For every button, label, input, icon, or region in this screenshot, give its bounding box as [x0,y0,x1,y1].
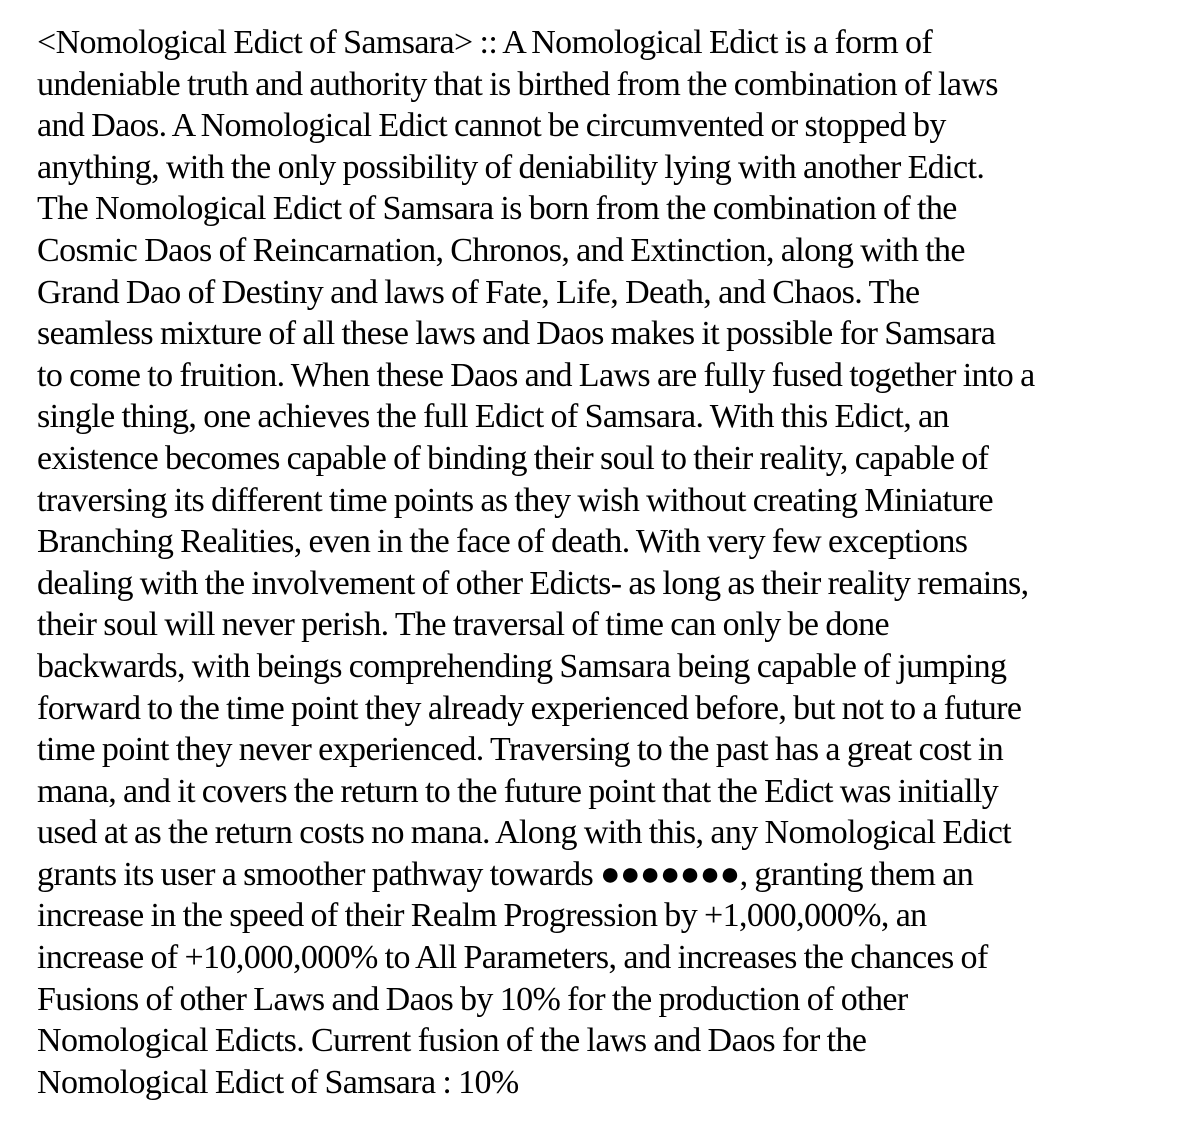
text-line: single thing, one achieves the full Edict of Samsara. With this Edict, an [37,398,949,436]
text-line: seamless mixture of all these laws and Daos makes it possible for Samsara [37,315,996,353]
text-line: mana, and it covers the return to the future point that the Edict was initially [37,772,999,810]
text-line: Nomological Edict of Samsara : 10% [37,1063,519,1101]
text-line: and Daos. A Nomological Edict cannot be circumvented or stopped by [37,107,946,145]
text-line: time point they never experienced. Traversing to the past has a great cost in [37,731,1004,769]
text-line: Cosmic Daos of Reincarnation, Chronos, and Extinction, along with the [37,231,965,269]
text-line: used at as the return costs no mana. Along with this, any Nomological Edict [37,814,1012,852]
edict-description [37,22,1160,1103]
text-line: forward to the time point they already experienced before, but not to a future [37,689,1022,727]
text-line: grants its user a smoother pathway towards ●●●●●●●, granting them an [37,855,974,893]
text-line: Fusions of other Laws and Daos by 10% for the production of other [37,980,908,1018]
text-line: increase of +10,000,000% to All Parameters, and increases the chances of [37,939,988,977]
text-line: to come to fruition. When these Daos and Laws are fully fused together into a [37,356,1035,394]
text-line: traversing its different time points as they wish without creating Miniature [37,481,994,519]
text-line: <Nomological Edict of Samsara> :: A Nomological Edict is a form of [37,24,933,61]
text-line: backwards, with beings comprehending Samsara being capable of jumping [37,647,1007,685]
text-line: increase in the speed of their Realm Progression by +1,000,000%, an [37,897,927,935]
text-line: Branching Realities, even in the face of death. With very few exceptions [37,523,968,561]
text-line: existence becomes capable of binding their soul to their reality, capable of [37,439,989,477]
text-line: The Nomological Edict of Samsara is born from the combination of the [37,190,957,228]
text-line: anything, with the only possibility of deniability lying with another Edict. [37,148,985,186]
text-line: undeniable truth and authority that is birthed from the combination of laws [37,65,998,103]
text-line: Grand Dao of Destiny and laws of Fate, Life, Death, and Chaos. The [37,273,920,311]
text-line: dealing with the involvement of other Edicts- as long as their reality remains, [37,564,1029,602]
text-line: Nomological Edicts. Current fusion of the laws and Daos for the [37,1022,867,1060]
text-line: their soul will never perish. The traversal of time can only be done [37,606,890,644]
